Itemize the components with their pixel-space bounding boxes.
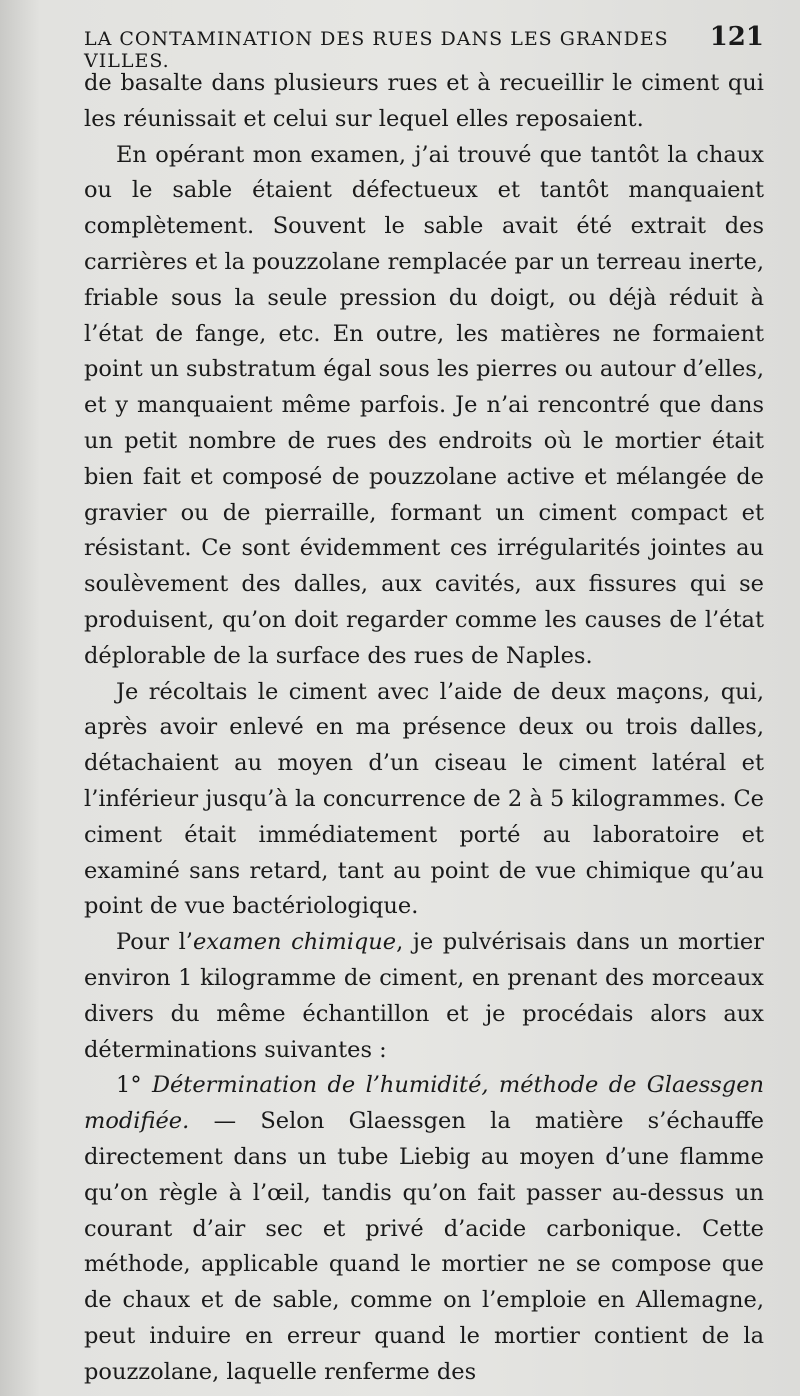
paragraph-4-italic: examen chimique [192, 929, 397, 956]
paragraph-3-text: Je récoltais le ciment avec l’aide de deux maçons, qui, après avoir enlevé en ma présence deux ou trois dalles, détachaient au moyen d’un ciseau le ciment latéral et l’inférieur jusqu’à la concurrence de 2 à 5 kilogrammes. Ce ciment était immédiatement porté au laboratoire et examiné sans retard, tant au point de vue chimique qu’au point de vue bactériologique. [84, 678, 764, 920]
page-number: 121 [709, 22, 764, 52]
paragraph-2 [84, 138, 764, 675]
paragraph-5-text: — Selon Glaessgen la matière s’échauffe directement dans un tube Liebig au moyen d’une flamme qu’on règle à l’œil, tandis qu’on fait passer au-dessus un courant d’air sec et privé d’acide carbonique. Cette méthode, applicable quand le mortier ne se compose que de chaux et de sable, comme on l’emploie en Allemagne, peut induire en erreur quand le mortier contient de la pouzzolane, laquelle renferme des [84, 1108, 764, 1385]
running-title: LA CONTAMINATION DES RUES DANS LES GRANDES VILLES. [84, 28, 669, 72]
paragraph-2-text: En opérant mon examen, j’ai trouvé que tantôt la chaux ou le sable étaient défectueux et tantôt manquaient complètement. Souvent le sable avait été extrait des carrières et la pouzzolane remplacée par un terreau inerte, friable sous la seule pression du doigt, ou déjà réduit à l’état de fange, etc. En outre, les matières ne formaient point un substratum égal sous les pierres ou autour d’elles, et y manquaient même parfois. Je n’ai rencontré que dans un petit nombre de rues des endroits où le mortier était bien fait et composé de pouzzolane active et mélangée de gravier ou de pierraille, formant un ciment compact et résistant. Ce sont évidemment ces irrégularités jointes au soulèvement des dalles, aux cavités, aux fissures qui se produisent, qu’on doit regarder comme les causes de l’état déplorable de la surface des rues de Naples. [84, 141, 764, 669]
body-text [84, 66, 764, 1390]
paragraph-5-lead: 1° [116, 1072, 152, 1099]
paragraph-1-text: de basalte dans plusieurs rues et à recueillir le ciment qui les réunissait et celui sur lequel elles reposaient. [84, 70, 764, 132]
paragraph-4-text: , je pulvérisais dans un mortier environ 1 kilogramme de ciment, en prenant des morceaux divers du même échantillon et je procédais alors aux déterminations suivantes : [84, 929, 764, 1063]
paragraph-5-italic: Détermination de l’humidité, méthode de Glaessgen modifiée. [84, 1072, 765, 1135]
paragraph-3 [84, 675, 764, 926]
page-header [84, 22, 764, 72]
paragraph-4-lead: Pour l’ [116, 929, 193, 956]
paragraph-1 [84, 66, 764, 138]
paragraph-5 [84, 1068, 764, 1390]
paragraph-4 [84, 925, 764, 1068]
